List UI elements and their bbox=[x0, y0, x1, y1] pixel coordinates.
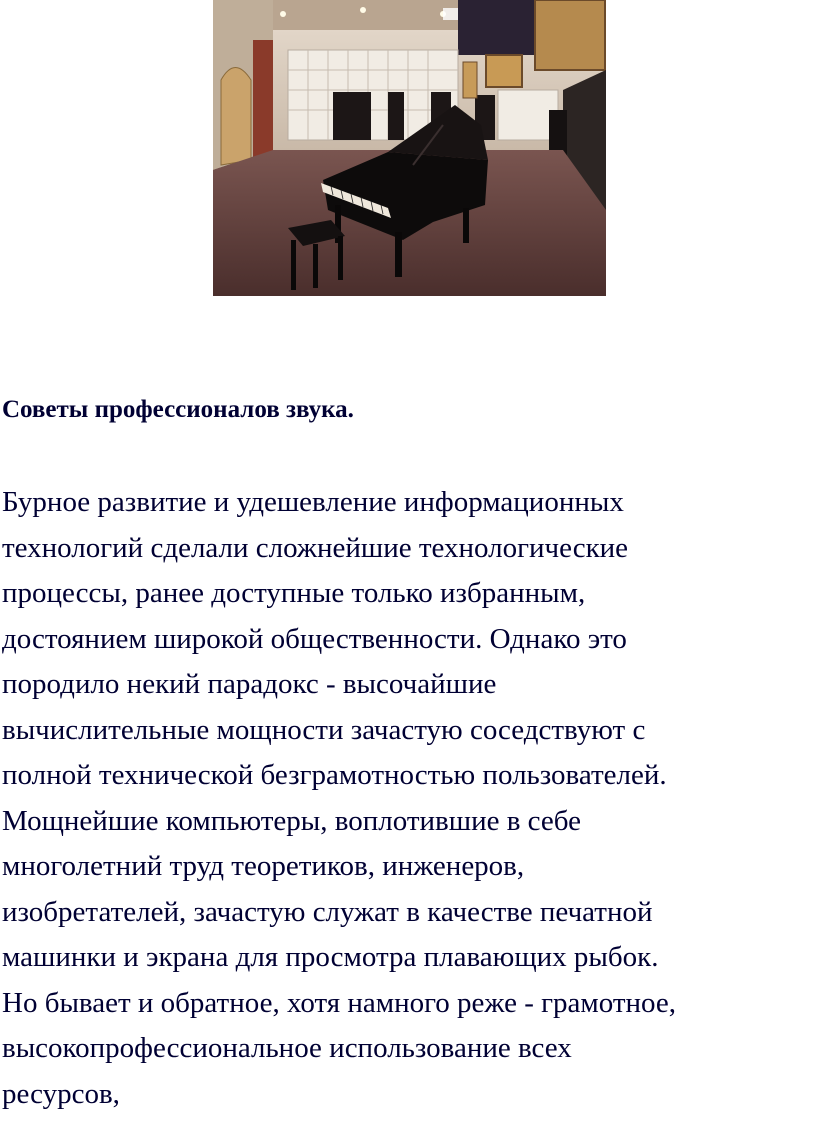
body-line: достоянием широкой общественности. Однако это bbox=[2, 622, 627, 655]
body-line: изобретателей, зачастую служат в качестве печатной bbox=[2, 895, 653, 928]
studio-illustration bbox=[213, 0, 606, 296]
body-line: Но бывает и обратное, хотя намного реже - грамотное, bbox=[2, 986, 677, 1019]
body-line: Бурное развитие и удешевление информационных bbox=[2, 486, 624, 518]
body-line: процессы, ранее доступные только избранным, bbox=[2, 577, 586, 609]
body-line: ресурсов, bbox=[2, 1077, 120, 1110]
article-body bbox=[2, 480, 814, 1117]
body-line: технологий сделали сложнейшие технологические bbox=[2, 531, 629, 564]
body-line: вычислительные мощности зачастую соседствуют с bbox=[2, 713, 646, 746]
body-line: породило некий парадокс - высочайшие bbox=[2, 668, 497, 700]
body-line: полной технической безграмотностью пользователей. bbox=[2, 759, 667, 791]
piano-studio-photo bbox=[213, 0, 606, 296]
body-line: Мощнейшие компьютеры, воплотившие в себе bbox=[2, 804, 581, 837]
article-heading: Советы профессионалов звука. bbox=[2, 396, 354, 423]
body-line: машинки и экрана для просмотра плавающих рыбок. bbox=[2, 941, 659, 973]
body-line: высокопрофессиональное использование всех bbox=[2, 1032, 572, 1064]
body-line: многолетний труд теоретиков, инженеров, bbox=[2, 850, 525, 882]
